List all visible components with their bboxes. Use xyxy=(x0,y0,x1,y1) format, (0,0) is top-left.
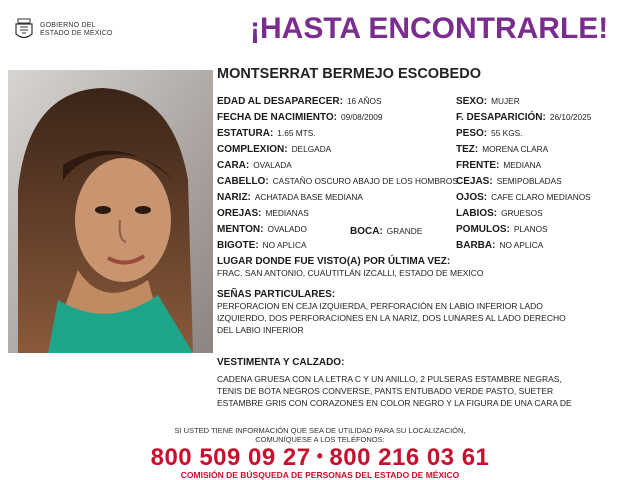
missing-person-photo xyxy=(8,70,213,353)
face-value: OVALADA xyxy=(253,160,292,170)
person-photo-illustration xyxy=(8,70,213,353)
face-label: CARA: xyxy=(217,160,250,171)
chin-label: MENTON: xyxy=(217,224,264,235)
chin-value: OVALADO xyxy=(267,224,307,234)
nose-value: ACHATADA BASE MEDIANA xyxy=(254,192,363,202)
mouth-value: GRANDE xyxy=(386,226,423,236)
phone-numbers xyxy=(0,444,640,472)
particular-marks-line2: IZQUIERDO, DOS PERFORACIONES EN LA NARIZ, DOS LUNARES AL LADO DERECHO xyxy=(217,313,566,323)
phone-separator: • xyxy=(316,446,324,466)
face-field xyxy=(217,159,292,172)
clothing-label: VESTIMENTA Y CALZADO: xyxy=(217,357,345,368)
particular-marks-line1: PERFORACION EN CEJA IZQUIERDA, PERFORACIÓN EN LABIO INFERIOR LADO xyxy=(217,301,543,311)
mustache-label: BIGOTE: xyxy=(217,240,259,251)
height-value: 1.65 MTS. xyxy=(277,128,316,138)
build-label: COMPLEXION: xyxy=(217,144,288,155)
eyes-label: OJOS: xyxy=(456,192,488,203)
hair-value: CASTAÑO OSCURO ABAJO DE LOS HOMBROS xyxy=(272,176,458,186)
last-seen-label: LUGAR DONDE FUE VISTO(A) POR ÚLTIMA VEZ: xyxy=(217,256,451,267)
birthdate-field xyxy=(217,111,383,124)
state-emblem-icon xyxy=(14,18,34,42)
forehead-field xyxy=(456,159,541,172)
sex-value: MUJER xyxy=(491,96,520,106)
birthdate-value: 09/08/2009 xyxy=(341,112,383,122)
eyebrows-field xyxy=(456,175,562,188)
weight-label: PESO: xyxy=(456,128,488,139)
sex-label: SEXO: xyxy=(456,96,488,107)
beard-label: BARBA: xyxy=(456,240,496,251)
lips-field xyxy=(456,207,543,220)
ears-value: MEDIANAS xyxy=(265,208,309,218)
disappearance-date-label: F. DESAPARICIÓN: xyxy=(456,112,546,123)
mustache-value: NO APLICA xyxy=(262,240,307,250)
contact-info-text xyxy=(0,426,640,444)
height-field xyxy=(217,127,316,140)
commission-name: COMISIÓN DE BÚSQUEDA DE PERSONAS DEL ESTADO DE MÉXICO xyxy=(180,470,460,480)
logo-line2: ESTADO DE MÉXICO xyxy=(40,30,113,37)
birthdate-label: FECHA DE NACIMIENTO: xyxy=(217,112,337,123)
eyebrows-value: SEMIPOBLADAS xyxy=(496,176,562,186)
poster-headline: ¡HASTA ENCONTRARLE! xyxy=(250,12,609,45)
particular-marks-line3: DEL LABIO INFERIOR xyxy=(217,325,304,335)
disappearance-date-field xyxy=(456,111,591,124)
clothing-line2: TENIS DE BOTA NEGROS CONVERSE, PANTS ENTUBADO VERDE PASTO, SUETER xyxy=(217,386,554,396)
phone-number-1[interactable]: 800 509 09 27 xyxy=(150,444,311,471)
age-field xyxy=(217,95,382,108)
eyebrows-label: CEJAS: xyxy=(456,176,493,187)
age-value: 16 AÑOS xyxy=(346,96,382,106)
sex-field xyxy=(456,95,520,108)
weight-field xyxy=(456,127,523,140)
lips-label: LABIOS: xyxy=(456,208,498,219)
person-name: MONTSERRAT BERMEJO ESCOBEDO xyxy=(217,66,481,82)
cheekbones-value: PLANOS xyxy=(513,224,548,234)
lips-value: GRUESOS xyxy=(501,208,543,218)
logo-line1: GOBIERNO DEL xyxy=(40,22,96,29)
ears-field xyxy=(217,207,309,220)
complexion-field xyxy=(456,143,548,156)
hair-label: CABELLO: xyxy=(217,176,269,187)
hair-field xyxy=(217,175,458,188)
government-logo xyxy=(14,18,113,42)
particular-marks-label: SEÑAS PARTICULARES: xyxy=(217,289,336,300)
mouth-field xyxy=(350,225,422,238)
clothing-line3: ESTAMBRE GRIS CON CORAZONES EN COLOR NEGRO Y LA FIGURA DE UNA CARA DE xyxy=(217,398,572,408)
height-label: ESTATURA: xyxy=(217,128,274,139)
beard-value: NO APLICA xyxy=(499,240,544,250)
logo-text xyxy=(40,22,113,38)
mouth-label: BOCA: xyxy=(350,226,383,237)
cheekbones-label: POMULOS: xyxy=(456,224,510,235)
eyes-field xyxy=(456,191,591,204)
ears-label: OREJAS: xyxy=(217,208,262,219)
build-value: DELGADA xyxy=(291,144,332,154)
nose-label: NARIZ: xyxy=(217,192,251,203)
build-field xyxy=(217,143,331,156)
complexion-label: TEZ: xyxy=(456,144,479,155)
phone-number-2[interactable]: 800 216 03 61 xyxy=(329,444,490,471)
contact-info-line2: COMUNÍQUESE A LOS TELÉFONOS: xyxy=(255,435,385,444)
forehead-value: MEDIANA xyxy=(503,160,542,170)
cheekbones-field xyxy=(456,223,548,236)
chin-field xyxy=(217,223,307,236)
weight-value: 55 KGS. xyxy=(491,128,523,138)
last-seen-value: FRAC. SAN ANTONIO, CUAUTITLÁN IZCALLI, ESTADO DE MEXICO xyxy=(217,268,484,278)
forehead-label: FRENTE: xyxy=(456,160,500,171)
mustache-field xyxy=(217,239,306,252)
nose-field xyxy=(217,191,363,204)
age-label: EDAD AL DESAPARECER: xyxy=(217,96,343,107)
clothing-line1: CADENA GRUESA CON LA LETRA C Y UN ANILLO, 2 PULSERAS ESTAMBRE NEGRAS, xyxy=(217,374,562,384)
beard-field xyxy=(456,239,543,252)
contact-info-line1: SI USTED TIENE INFORMACIÓN QUE SEA DE UTILIDAD PARA SU LOCALIZACIÓN, xyxy=(174,426,466,435)
disappearance-date-value: 26/10/2025 xyxy=(549,112,592,122)
eyes-value: CAFE CLARO MEDIANOS xyxy=(491,192,591,202)
complexion-value: MORENA CLARA xyxy=(482,144,549,154)
